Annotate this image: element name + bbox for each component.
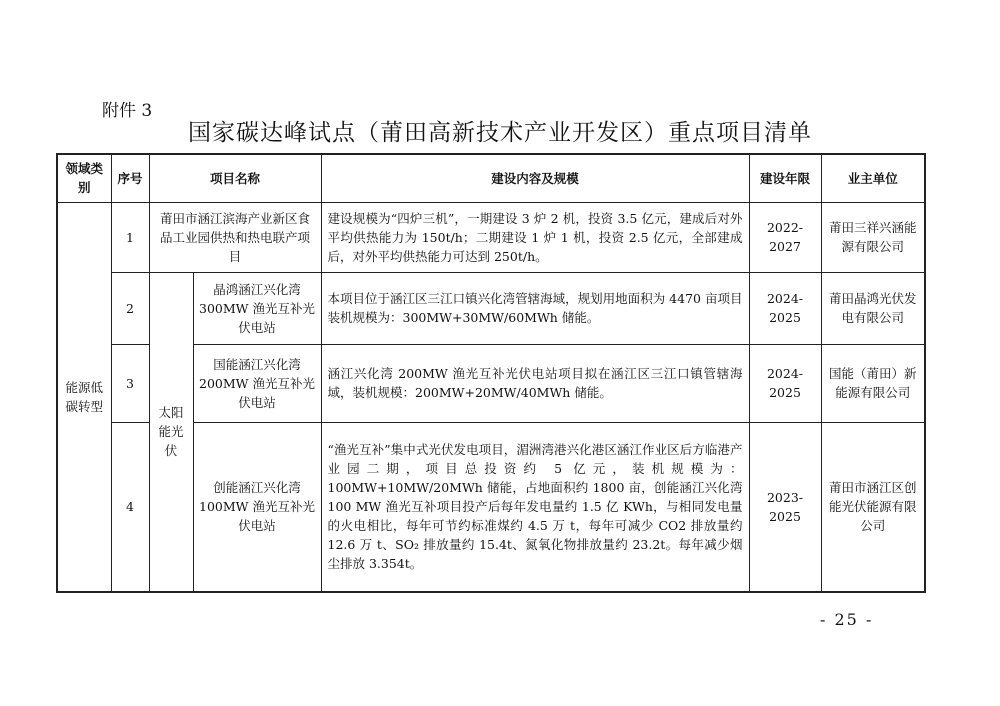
header-owner: 业主单位 — [821, 154, 925, 202]
page-number: - 25 - — [820, 610, 874, 629]
table-row — [57, 272, 925, 344]
project-name-cell: 创能涵江兴化湾 100MW 渔光互补光伏电站 — [193, 422, 321, 592]
table-row — [57, 202, 925, 272]
seq-cell: 2 — [111, 272, 149, 344]
period-cell: 2022-2027 — [749, 202, 821, 272]
header-content: 建设内容及规模 — [321, 154, 749, 202]
header-period: 建设年限 — [749, 154, 821, 202]
header-row — [57, 154, 925, 202]
period-cell: 2023-2025 — [749, 422, 821, 592]
owner-cell: 莆田晶鸿光伏发电有限公司 — [821, 272, 925, 344]
content-cell: 本项目位于涵江区三江口镇兴化湾管辖海域，规划用地面积为 4470 亩项目装机规模为：300MW+30MW/60MWh 储能。 — [321, 272, 749, 344]
owner-cell: 国能（莆田）新能源有限公司 — [821, 344, 925, 422]
content-cell: “渔光互补”集中式光伏发电项目，湄洲湾港兴化港区涵江作业区后方临港产业园二期，项目总投资约 5 亿元，装机规模为：100MW+10MW/20MWh 储能，占地面积约 1800 亩，创能涵江兴化湾 100 MW 渔光互补项目投产后每年发电量约 1.5 亿 KWh，与相同发电量的火电相比，每年可节约标准煤约 4.5 万 t，每年可减少 CO2 排放量约 12.6 万 t、SO₂ 排放量约 15.4t、氮氧化物排放量约 23.2t。每年减少烟尘排放 3.354t。 — [321, 422, 749, 592]
period-cell: 2024-2025 — [749, 272, 821, 344]
content-cell: 涵江兴化湾 200MW 渔光互补光伏电站项目拟在涵江区三江口镇管辖海域，装机规模：200MW+20MW/40MWh 储能。 — [321, 344, 749, 422]
content-cell: 建设规模为“四炉三机”，一期建设 3 炉 2 机，投资 3.5 亿元，建成后对外平均供热能力为 150t/h；二期建设 1 炉 1 机，投资 2.5 亿元，全部建成后，对外平均供热能力可达到 250t/h。 — [321, 202, 749, 272]
project-table — [56, 153, 926, 593]
attachment-label: 附件 3 — [102, 101, 153, 121]
sub-category-cell: 太阳能光伏 — [149, 272, 193, 592]
seq-cell: 1 — [111, 202, 149, 272]
header-field: 领域类别 — [57, 154, 111, 202]
seq-cell: 4 — [111, 422, 149, 592]
seq-cell: 3 — [111, 344, 149, 422]
project-name-cell: 莆田市涵江滨海产业新区食品工业园供热和热电联产项目 — [149, 202, 321, 272]
field-category-cell: 能源低碳转型 — [57, 202, 111, 592]
project-name-cell: 晶鸿涵江兴化湾 300MW 渔光互补光伏电站 — [193, 272, 321, 344]
owner-cell: 莆田市涵江区创能光伏能源有限公司 — [821, 422, 925, 592]
period-cell: 2024-2025 — [749, 344, 821, 422]
header-project: 项目名称 — [149, 154, 321, 202]
project-name-cell: 国能涵江兴化湾 200MW 渔光互补光伏电站 — [193, 344, 321, 422]
owner-cell: 莆田三祥兴涵能源有限公司 — [821, 202, 925, 272]
document-title: 国家碳达峰试点（莆田高新技术产业开发区）重点项目清单 — [188, 120, 812, 146]
header-seq: 序号 — [111, 154, 149, 202]
